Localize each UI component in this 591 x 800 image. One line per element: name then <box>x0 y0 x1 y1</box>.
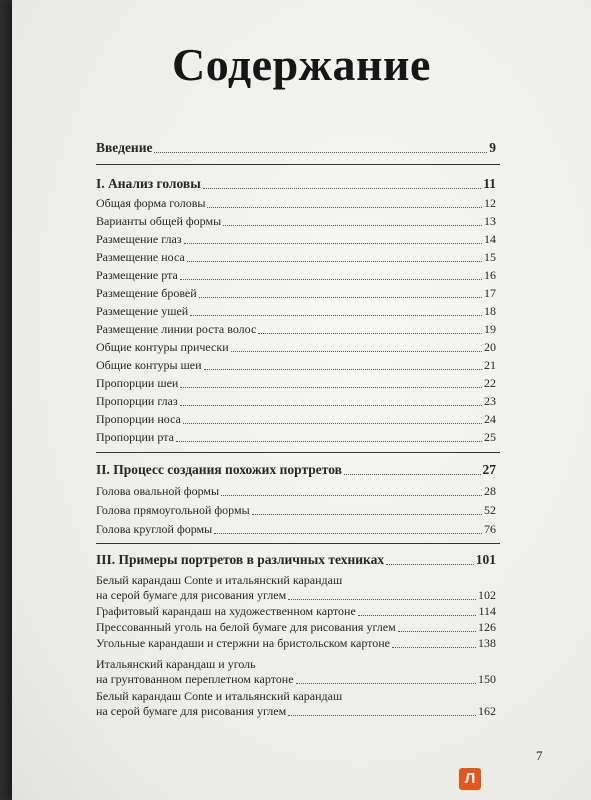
toc-item <box>96 604 496 619</box>
toc-item <box>96 232 496 247</box>
item-label: на серой бумаге для рисования углем <box>96 588 287 602</box>
item-label: Размещение рта <box>96 268 178 282</box>
toc-item <box>96 430 496 445</box>
divider <box>96 543 500 544</box>
item-page: 102 <box>478 588 496 602</box>
leader-dots <box>180 404 482 406</box>
leader-dots <box>221 494 482 496</box>
toc-item <box>96 376 496 391</box>
leader-dots <box>288 714 476 716</box>
item-page: 18 <box>484 304 496 318</box>
toc-item <box>96 214 496 229</box>
item-label: Пропорции носа <box>96 412 181 426</box>
leader-dots <box>190 314 482 316</box>
toc-item <box>96 250 496 265</box>
leader-dots <box>187 260 482 262</box>
item-page: 126 <box>478 620 496 634</box>
leader-dots <box>288 598 476 600</box>
leader-dots <box>207 206 482 208</box>
item-page: 24 <box>484 412 496 426</box>
page-number: 7 <box>536 748 543 763</box>
item-page: 76 <box>484 522 496 536</box>
item-label: Голова круглой формы <box>96 522 213 536</box>
item-page: 19 <box>484 322 496 336</box>
item-label-line1: Белый карандаш Conte и итальянский карандаш <box>96 689 343 703</box>
item-label: Общие контуры прически <box>96 340 229 354</box>
toc-item <box>96 358 496 373</box>
item-page: 28 <box>484 484 496 498</box>
item-label-line1: Итальянский карандаш и уголь <box>96 657 256 671</box>
toc-item <box>96 340 496 355</box>
leader-dots <box>184 242 482 244</box>
item-label: Голова овальной формы <box>96 484 220 498</box>
item-label: Размещение бровей <box>96 286 197 300</box>
item-label: Размещение глаз <box>96 232 182 246</box>
divider <box>96 452 500 453</box>
leader-dots <box>180 278 482 280</box>
leader-dots <box>358 614 477 616</box>
item-label: Графитовый карандаш на художественном картоне <box>96 604 356 618</box>
book-page <box>12 0 591 800</box>
toc-section-1 <box>96 176 496 192</box>
item-label: Пропорции шеи <box>96 376 179 390</box>
leader-dots <box>199 296 482 298</box>
item-label: Размещение ушей <box>96 304 189 318</box>
item-page: 14 <box>484 232 496 246</box>
item-label: на серой бумаге для рисования углем <box>96 704 287 718</box>
item-page: 12 <box>484 196 496 210</box>
section-page: 101 <box>475 552 496 567</box>
leader-dots <box>204 368 482 370</box>
leader-dots <box>203 187 481 189</box>
toc-item <box>96 484 496 499</box>
item-page: 13 <box>484 214 496 228</box>
item-page: 16 <box>484 268 496 282</box>
item-label: Варианты общей формы <box>96 214 222 228</box>
toc-item <box>96 636 496 651</box>
toc-item <box>96 286 496 301</box>
item-page: 20 <box>484 340 496 354</box>
item-label: на грунтованном переплетном картоне <box>96 672 294 686</box>
leader-dots <box>214 532 482 534</box>
leader-dots <box>392 646 476 648</box>
leader-dots <box>180 386 482 388</box>
toc-intro-label: Введение <box>96 140 153 155</box>
item-label: Пропорции рта <box>96 430 174 444</box>
section-label: III. Примеры портретов в различных техниках <box>96 552 385 567</box>
section-page: 11 <box>483 176 496 191</box>
leader-dots <box>223 224 482 226</box>
toc-section-2 <box>96 462 496 478</box>
item-page: 52 <box>484 503 496 517</box>
leader-dots <box>398 630 476 632</box>
toc-item <box>96 268 496 283</box>
toc-intro-page: 9 <box>489 140 496 155</box>
item-page: 22 <box>484 376 496 390</box>
item-label: Голова прямоугольной формы <box>96 503 250 517</box>
toc-item <box>96 304 496 319</box>
section-label: I. Анализ головы <box>96 176 201 191</box>
item-label: Угольные карандаши и стержни на бристольском картоне <box>96 636 390 650</box>
item-label-line1: Белый карандаш Conte и итальянский карандаш <box>96 573 343 587</box>
leader-dots <box>258 332 482 334</box>
divider <box>96 164 500 165</box>
leader-dots <box>344 473 481 475</box>
toc-item <box>96 322 496 337</box>
item-label: Пропорции глаз <box>96 394 178 408</box>
toc-item <box>96 522 496 537</box>
leader-dots <box>176 440 482 442</box>
item-page: 21 <box>484 358 496 372</box>
toc-item <box>96 620 496 635</box>
item-label: Прессованный уголь на белой бумаге для рисования углем <box>96 620 396 634</box>
item-page: 114 <box>478 604 496 618</box>
toc-section-3 <box>96 552 496 568</box>
item-page: 15 <box>484 250 496 264</box>
item-label: Размещение линии роста волос <box>96 322 257 336</box>
item-page: 25 <box>484 430 496 444</box>
page-title: Содержание <box>172 39 431 90</box>
toc-item <box>96 196 496 211</box>
toc-item <box>96 412 496 427</box>
toc-item <box>96 503 496 518</box>
item-page: 17 <box>484 286 496 300</box>
item-label: Общая форма головы <box>96 196 206 210</box>
section-page: 27 <box>482 462 496 477</box>
toc-intro <box>96 140 496 156</box>
leader-dots <box>386 563 474 565</box>
labirint-logo-icon: Л <box>459 768 481 790</box>
section-label: II. Процесс создания похожих портретов <box>96 462 342 477</box>
toc-item <box>96 657 496 687</box>
item-label: Размещение носа <box>96 250 185 264</box>
leader-dots <box>154 151 487 153</box>
item-page: 138 <box>478 636 496 650</box>
item-page: 23 <box>484 394 496 408</box>
item-label: Общие контуры шеи <box>96 358 202 372</box>
toc-item <box>96 573 496 603</box>
leader-dots <box>296 682 476 684</box>
toc-item <box>96 394 496 409</box>
item-page: 162 <box>478 704 496 718</box>
leader-dots <box>252 513 482 515</box>
toc-item <box>96 689 496 719</box>
leader-dots <box>231 350 482 352</box>
item-page: 150 <box>478 672 496 686</box>
leader-dots <box>183 422 482 424</box>
